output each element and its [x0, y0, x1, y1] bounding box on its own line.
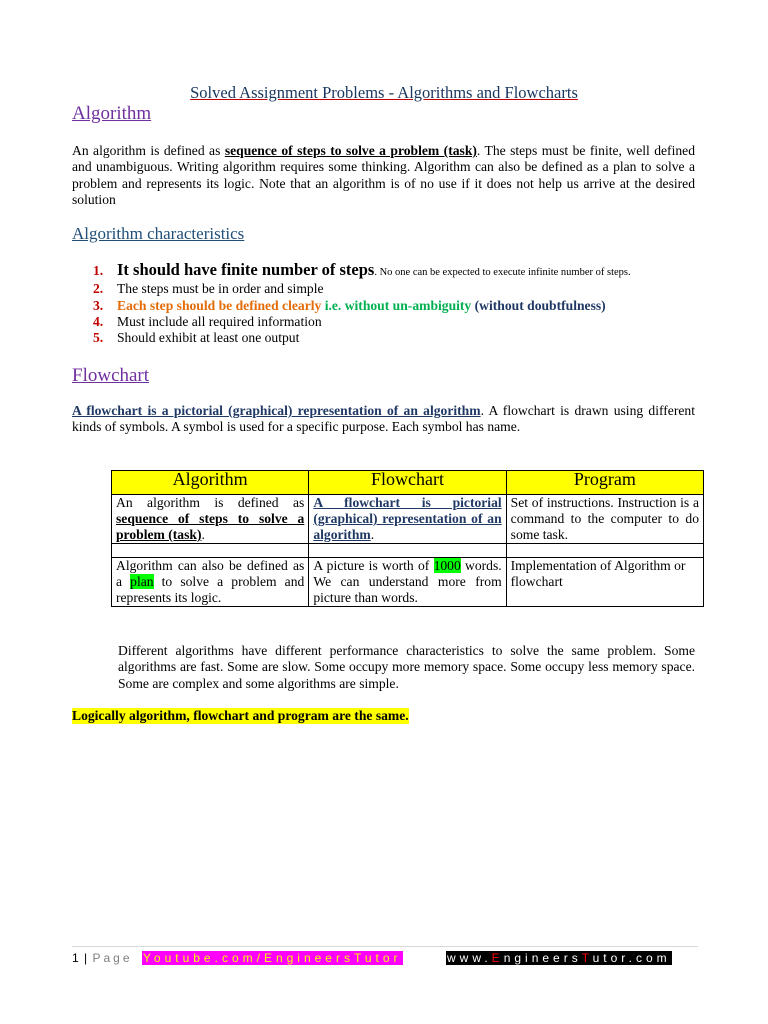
list-number: 2.: [93, 281, 104, 297]
bold-underlined-phrase: sequence of steps to solve a problem (task): [224, 143, 477, 158]
text-run: A picture is worth of: [313, 558, 434, 573]
list-text: . No one can be expected to execute infinite number of steps.: [374, 267, 631, 278]
table-cell: [506, 544, 703, 558]
website-link[interactable]: [446, 951, 672, 965]
header-algorithm: Algorithm: [112, 471, 309, 495]
table-cell: [309, 558, 506, 607]
list-item: [93, 262, 713, 281]
list-text: Must include all required information: [117, 313, 322, 329]
flowchart-paragraph: [72, 403, 695, 436]
list-text: (without doubtfulness): [474, 297, 606, 313]
list-number: 3.: [93, 297, 104, 313]
text-run: www.: [447, 951, 492, 965]
table-cell: Set of instructions. Instruction is a command to the computer to do some task.: [506, 495, 703, 544]
header-program: Program: [506, 471, 703, 495]
table-row: [112, 544, 704, 558]
list-text: i.e. without un-ambiguity: [324, 297, 475, 313]
list-number: 1.: [93, 263, 104, 278]
text-run: utor.com: [592, 951, 671, 965]
text-run: An algorithm is defined as: [72, 143, 225, 158]
list-item: [93, 298, 713, 314]
characteristics-heading: Algorithm characteristics: [72, 224, 245, 243]
performance-paragraph: Different algorithms have different performance characteristics to solve the same problem. Some algorithms are fast. Some are slow. Some occupy more memory space. Some occupy less memory space. Some are complex and some algorithms are simple.: [118, 643, 695, 691]
text-run: . The steps must be finite, well defined and unambiguous. Writing algorithm requires some thinking. Algorithm can also be defined as a plan to solve a problem and represents its logic. Note that an algorithm is of no use if it does not help us arrive at the desired solution: [72, 143, 695, 207]
algorithm-heading: Algorithm: [72, 103, 152, 124]
table-cell: [112, 544, 309, 558]
text-run: .: [370, 527, 375, 542]
text-run: words. We can understand more from picture than words.: [313, 558, 502, 605]
table-row: [112, 558, 704, 607]
text-run: T: [581, 951, 593, 965]
algorithm-paragraph: [72, 143, 695, 208]
text-run: ngineers: [503, 951, 582, 965]
table-header-row: [112, 471, 704, 495]
list-item: [93, 281, 713, 297]
highlighted-word: plan: [130, 574, 154, 589]
table-cell: [112, 558, 309, 607]
definition-link: A flowchart is a pictorial (graphical) representation of an algorithm: [72, 403, 481, 418]
table-row: [112, 495, 704, 544]
list-item: [93, 314, 713, 330]
youtube-link[interactable]: Youtube.com/EngineersTutor: [143, 951, 402, 965]
list-number: 5.: [93, 330, 104, 346]
characteristics-list: [93, 262, 713, 346]
page-number: 1: [72, 951, 80, 965]
list-text: Should exhibit at least one output: [117, 330, 300, 346]
document-title: Solved Assignment Problems - Algorithms and Flowcharts: [190, 83, 578, 102]
table-cell: Implementation of Algorithm or flowchart: [506, 558, 703, 607]
table-cell: [309, 544, 506, 558]
text-run: to solve a problem and represents its logic.: [116, 574, 305, 605]
text-run: . A flowchart is drawn using different kinds of symbols. A symbol is used for a specific purpose. Each symbol has name.: [72, 403, 695, 435]
page-footer: [72, 951, 698, 967]
footer-divider: [72, 946, 698, 947]
text-run: Algorithm can also be defined as a: [116, 558, 305, 589]
table-cell: [309, 495, 506, 544]
list-text: Each step should be defined clearly: [117, 297, 325, 313]
definition-link: A flowchart is pictorial (graphical) representation of an algorithm: [313, 495, 502, 542]
table-cell: [112, 495, 309, 544]
list-number: 4.: [93, 313, 104, 329]
list-text: The steps must be in order and simple: [117, 281, 324, 297]
text-run: E: [491, 951, 504, 965]
page-indicator: [72, 951, 133, 965]
conclusion-highlight: Logically algorithm, flowchart and program are the same.: [72, 708, 409, 723]
list-text: It should have finite number of steps: [117, 260, 375, 279]
page-separator: |: [79, 951, 93, 965]
text-run: .: [201, 527, 205, 542]
list-item: [93, 330, 713, 346]
page-label: Page: [92, 951, 133, 965]
bold-underlined-phrase: sequence of steps to solve a problem (task): [116, 511, 305, 542]
header-flowchart: Flowchart: [309, 471, 506, 495]
comparison-table: [111, 470, 704, 607]
text-run: An algorithm is defined as: [116, 495, 305, 510]
highlighted-word: 1000: [433, 558, 461, 573]
flowchart-heading: Flowchart: [72, 365, 150, 386]
